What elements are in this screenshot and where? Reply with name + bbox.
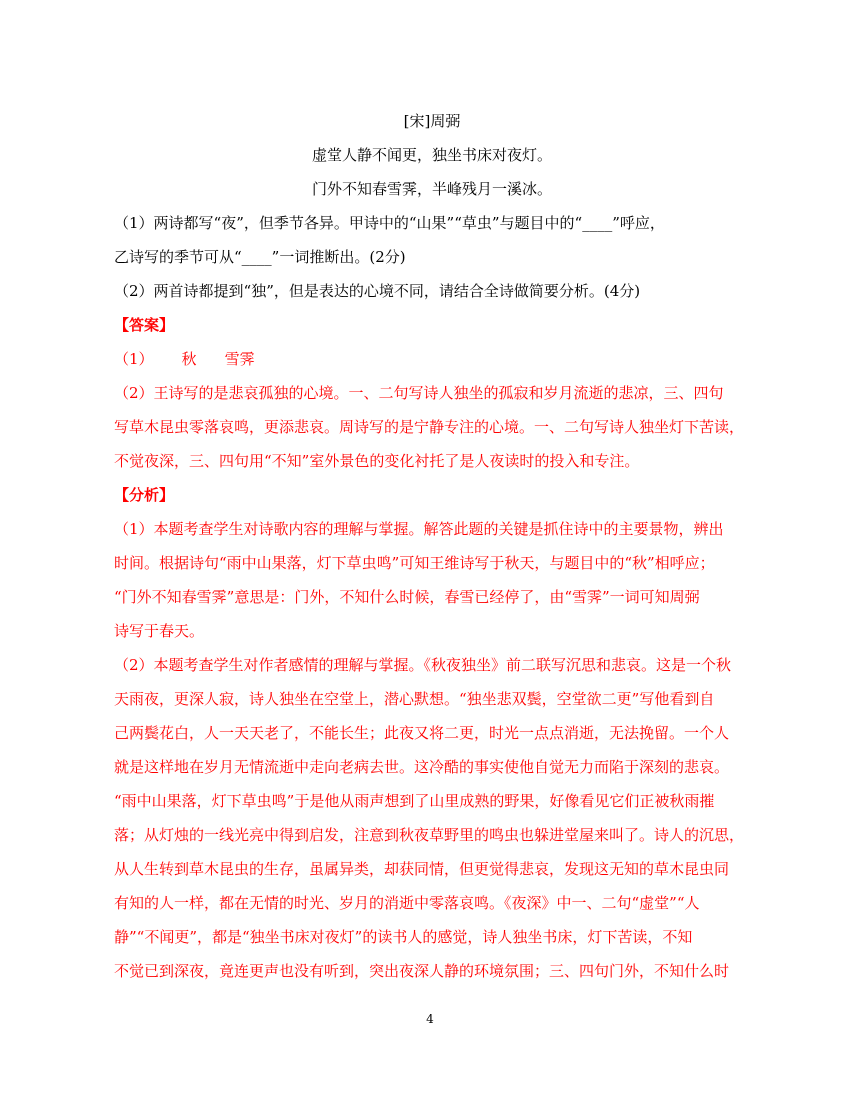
- analysis-2-line: 静”“不闻更”，都是“独坐书床对夜灯”的读书人的感觉，诗人独坐书床，灯下苦读，不知: [114, 928, 693, 946]
- answer-1: [114, 342, 750, 376]
- analysis-2-line: （2）本题考查学生对作者感情的理解与掌握。《秋夜独坐》前二联写沉思和悲哀。这是一个秋: [114, 656, 732, 674]
- page-content: [114, 104, 750, 988]
- answer-2-line: （2）王诗写的是悲哀孤独的心境。一、二句写诗人独坐的孤寂和岁月流逝的悲凉，三、四句: [114, 384, 724, 402]
- analysis-2-line: 天雨夜，更深人寂，诗人独坐在空堂上，潜心默想。“独坐悲双鬓，空堂欲二更”写他看到自: [114, 690, 715, 708]
- analysis-2-line: 己两鬓花白，人一天天老了，不能长生；此夜又将二更，时光一点点消逝，无法挽留。一个人: [114, 724, 730, 742]
- answer-2-line: 不觉夜深，三、四句用“不知”室外景色的变化衬托了是人夜读时的投入和专注。: [114, 452, 640, 470]
- analysis-2-line: 不觉已到深夜，竟连更声也没有听到，突出夜深人静的环境氛围；三、四句门外，不知什么时: [114, 962, 730, 980]
- answer-heading: 【答案】: [114, 316, 175, 334]
- question-1-line-2: 乙诗写的季节可从“____”一词推断出。(2分): [114, 248, 406, 266]
- answer-1-part-2: 雪霁: [224, 350, 255, 368]
- analysis-1-line: “门外不知春雪霁”意思是：门外，不知什么时候，春雪已经停了，由“雪霁”一词可知周弼: [114, 588, 700, 606]
- analysis-1-line: 诗写于春天。: [114, 622, 205, 640]
- answer-1-part-1: 秋: [181, 350, 197, 368]
- analysis-2-line: 从人生转到草木昆虫的生存，虽属异类，却获同情，但更觉得悲哀，发现这无知的草木昆虫同: [114, 860, 730, 878]
- question-2: （2）两首诗都提到“独”，但是表达的心境不同，请结合全诗做简要分析。(4分): [114, 282, 641, 300]
- analysis-2-line: 落；从灯烛的一线光亮中得到启发，注意到秋夜草野里的鸣虫也躲进堂屋来叫了。诗人的沉思，: [114, 826, 745, 844]
- analysis-heading: 【分析】: [114, 486, 175, 504]
- answer-1-number: （1）: [114, 350, 154, 368]
- poem-line-1: 虚堂人静不闻更，独坐书床对夜灯。: [311, 146, 552, 164]
- question-1-line-1: （1）两诗都写“夜”，但季节各异。甲诗中的“山果”“草虫”与题目中的“____”呼应，: [114, 214, 665, 232]
- analysis-2-line: 有知的人一样，都在无情的时光、岁月的消逝中零落哀鸣。《夜深》中一、二句“虚堂”“人: [114, 894, 700, 912]
- analysis-1-line: 时间。根据诗句“雨中山果落，灯下草虫鸣”可知王维诗写于秋天，与题目中的“秋”相呼应；: [114, 554, 715, 572]
- page-number: 4: [426, 1012, 434, 1026]
- analysis-2-line: 就是这样地在岁月无情流逝中走向老病去世。这冷酷的事实使他自觉无力而陷于深刻的悲哀。: [114, 758, 730, 776]
- poem-author: [宋]周弼: [403, 112, 461, 130]
- analysis-1-line: （1）本题考查学生对诗歌内容的理解与掌握。解答此题的关键是抓住诗中的主要景物，辨出: [114, 520, 724, 538]
- analysis-2-line: “雨中山果落，灯下草虫鸣”于是他从雨声想到了山里成熟的野果，好像看见它们正被秋雨摧: [114, 792, 715, 810]
- answer-2-line: 写草木昆虫零落哀鸣，更添悲哀。周诗写的是宁静专注的心境。一、二句写诗人独坐灯下苦读，: [114, 418, 745, 436]
- poem-line-2: 门外不知春雪霁，半峰残月一溪冰。: [311, 180, 552, 198]
